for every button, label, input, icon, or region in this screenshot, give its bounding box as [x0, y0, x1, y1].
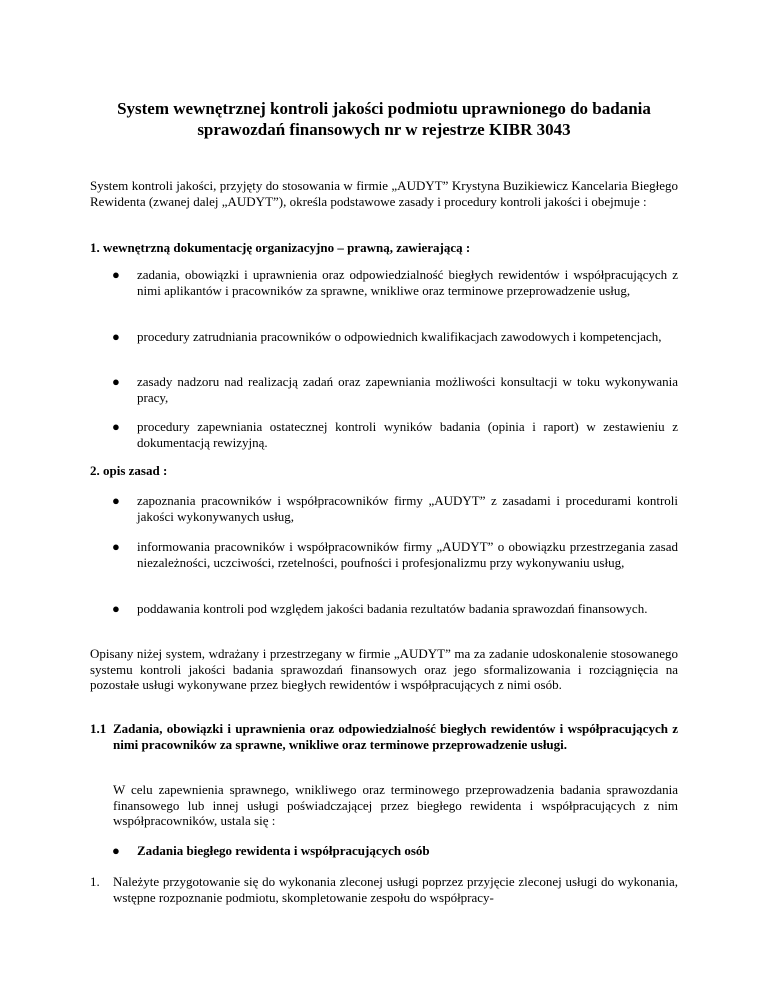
summary-paragraph: Opisany niżej system, wdrażany i przestrzegany w firmie „AUDYT” ma za zadanie udoskonalenie stosowanego systemu kontroli jakości badania sprawozdań finansowych oraz jego sformalizowania i rozciągnięcia na pozostałe usługi wykonywane przez biegłych rewidentów i współpracujących z nimi osób. — [90, 646, 678, 692]
item-text: Należyte przygotowanie się do wykonania zleconej usługi poprzez przyjęcie zleconej usługi do wykonania, wstępne rozpoznanie podmiotu, skompletowanie zespołu do współpracy- — [113, 874, 678, 905]
section-1-heading: 1. wewnętrzną dokumentację organizacyjno – prawną, zawierającą : — [90, 240, 471, 255]
bullet-icon: ● — [112, 419, 120, 434]
list-item-text: zadania, obowiązki i uprawnienia oraz odpowiedzialność biegłych rewidentów i współpracujących z nimi aplikantów i pracowników za sprawne, wnikliwe oraz terminowe przeprowadzenie usług, — [137, 267, 678, 298]
section-number: 1.1 — [90, 721, 107, 736]
intro-paragraph: System kontroli jakości, przyjęty do stosowania w firmie „AUDYT” Krystyna Buzikiewicz Kancelaria Biegłego Rewidenta (zwanej dalej „AUDYT”), określa podstawowe zasady i procedury kontroli jakości i obejmuje : — [90, 178, 678, 209]
list-item-text: zasady nadzoru nad realizacją zadań oraz zapewniania możliwości konsultacji w toku wykonywania pracy, — [137, 374, 678, 405]
item-number: 1. — [90, 874, 100, 889]
list-item-text: procedury zapewniania ostatecznej kontroli wyników badania (opinia i raport) w zestawieniu z dokumentacją rewizyjną. — [137, 419, 678, 450]
bullet-icon: ● — [112, 329, 120, 344]
list-item-text: zapoznania pracowników i współpracowników firmy „AUDYT” z zasadami i procedurami kontroli jakości wykonywanych usług, — [137, 493, 678, 524]
list-item-text: procedury zatrudniania pracowników o odpowiednich kwalifikacjach zawodowych i kompetencjach, — [137, 329, 662, 344]
list-item-text: poddawania kontroli pod względem jakości badania rezultatów badania sprawozdań finansowych. — [137, 601, 648, 616]
bullet-icon: ● — [112, 267, 120, 282]
list-item-text: informowania pracowników i współpracowników firmy „AUDYT” o obowiązku przestrzegania zasad niezależności, uczciwości, rzetelności, poufności i profesjonalizmu przy wykonywaniu usług, — [137, 539, 678, 570]
document-title: System wewnętrznej kontroli jakości podmiotu uprawnionego do badania sprawozdań finansowych nr w rejestrze KIBR 3043 — [117, 99, 651, 139]
bullet-icon: ● — [112, 601, 120, 616]
section-2-heading: 2. opis zasad : — [90, 463, 168, 478]
section-1-1-paragraph: W celu zapewnienia sprawnego, wnikliwego oraz terminowego przeprowadzenia badania sprawozdania finansowego lub innej usługi poświadczającej przez biegłego rewidenta i współpracujących z nim współpracowników, ustala się : — [113, 782, 678, 828]
bullet-icon: ● — [112, 374, 120, 389]
bullet-icon: ● — [112, 843, 120, 858]
bullet-icon: ● — [112, 493, 120, 508]
section-heading-text: Zadania, obowiązki i uprawnienia oraz odpowiedzialność biegłych rewidentów i współpracujących z nimi pracowników za sprawne, wnikliwe oraz terminowe przeprowadzenie usługi. — [113, 721, 678, 752]
bullet-icon: ● — [112, 539, 120, 554]
list-item-text: Zadania biegłego rewidenta i współpracujących osób — [137, 843, 430, 858]
